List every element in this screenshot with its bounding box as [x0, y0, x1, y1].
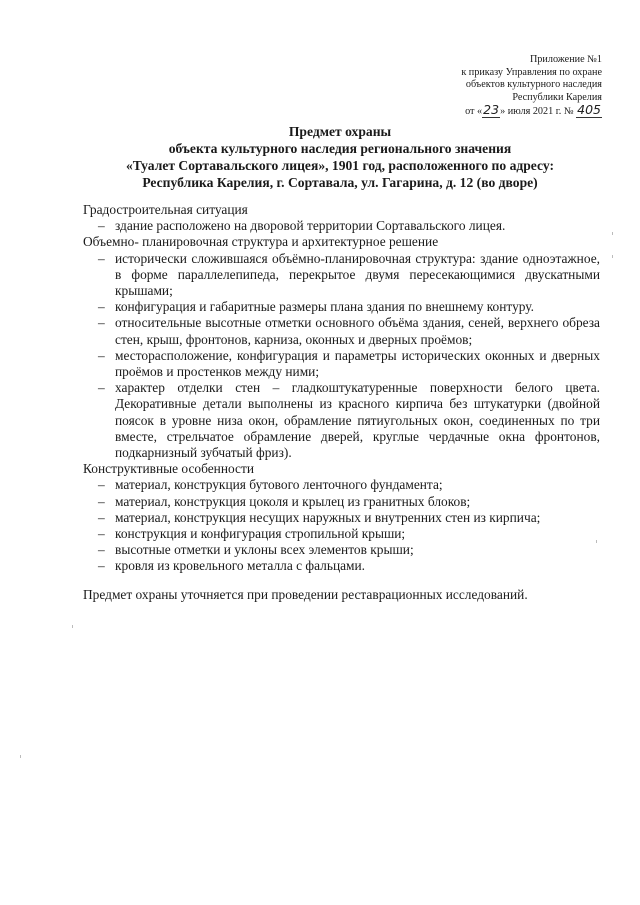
list-item-text: конструкция и конфигурация стропильной крыши;: [115, 526, 406, 542]
scan-speck: [72, 625, 73, 628]
list-dash: –: [98, 477, 105, 493]
list-dash: –: [98, 558, 105, 574]
appendix-region: Республики Карелия: [512, 91, 602, 103]
scan-speck: [612, 232, 613, 235]
list-item: [83, 542, 600, 558]
list-item-text: кровля из кровельного металла с фальцами.: [115, 558, 366, 574]
list-item: [83, 348, 600, 380]
title-line-2: объекта культурного наследия регионального значения: [168, 141, 512, 156]
handwritten-order-number: 405: [577, 102, 601, 118]
handwritten-day: 23: [483, 102, 500, 118]
list-item: [83, 251, 600, 300]
scan-speck: [612, 255, 613, 258]
list-dash: –: [98, 380, 105, 396]
date-prefix: от «: [465, 106, 483, 118]
appendix-block: [461, 54, 602, 119]
paragraph-gap: [83, 575, 600, 587]
section-heading-spatial: Объемно- планировочная структура и архитектурное решение: [83, 234, 439, 250]
appendix-authority: объектов культурного наследия: [465, 79, 602, 91]
list-item-text: материал, конструкция бутового ленточного фундамента;: [115, 477, 443, 493]
list-item-text: конфигурация и габаритные размеры плана здания по внешнему контуру.: [115, 299, 535, 315]
date-middle: » июля 2021 г. №: [500, 106, 574, 118]
list-item-text: характер отделки стен – гладкоштукатуренные поверхности белого цвета. Декоративные детали выполнены из красного кирпича без штукатурки (двойной поясок в уровне низа окон, обрамление пятиугольных окон, соединенных по три вместе, стрельчатое обрамление дверей, круглые чердачные окна фронтонов, подкарнизный зубчатый фриз).: [115, 380, 600, 461]
list-dash: –: [98, 299, 105, 315]
list-item-text: исторически сложившаяся объёмно-планировочная структура: здание одноэтажное, в форме параллелепипеда, перекрытое двумя пересекающимися двускатными крышами;: [115, 250, 600, 299]
list-dash: –: [98, 250, 105, 266]
list-dash: –: [98, 347, 105, 363]
appendix-number: Приложение №1: [529, 54, 602, 65]
list-item-text: относительные высотные отметки основного объёма здания, сеней, верхнего обреза стен, крыш, фронтонов, карниза, оконных и дверных проёмов;: [115, 315, 600, 347]
list-dash: –: [98, 542, 105, 558]
list-item: [83, 299, 600, 315]
list-item: [83, 558, 600, 574]
title-line-3: «Туалет Сортавальского лицея», 1901 год, расположенного по адресу:: [125, 158, 555, 173]
list-item-text: месторасположение, конфигурация и параметры исторических оконных и дверных проёмов и простенков между ними;: [115, 347, 600, 380]
list-item-text: здание расположено на дворовой территории Сортавальского лицея.: [115, 218, 506, 234]
document-title: [60, 123, 620, 191]
title-line-4: Республика Карелия, г. Сортавала, ул. Гагарина, д. 12 (во дворе): [142, 175, 538, 190]
list-dash: –: [98, 509, 105, 525]
list-dash: –: [98, 315, 105, 331]
list-item-text: материал, конструкция цоколя и крылец из гранитных блоков;: [115, 493, 471, 509]
list-dash: –: [98, 526, 105, 542]
scan-speck: [20, 755, 21, 758]
document-body: [83, 202, 600, 603]
scan-speck: [596, 540, 597, 543]
list-item: [83, 494, 600, 510]
closing-note: Предмет охраны уточняется при проведении реставрационных исследований.: [83, 586, 528, 602]
section-heading-urban: Градостроительная ситуация: [83, 202, 248, 217]
list-item: [83, 380, 600, 461]
list-item-text: высотные отметки и уклоны всех элементов крыши;: [115, 542, 414, 558]
list-item-text: материал, конструкция несущих наружных и внутренних стен из кирпича;: [115, 509, 541, 525]
appendix-order-ref: к приказу Управления по охране: [461, 66, 602, 78]
list-item: [83, 218, 600, 234]
list-item: [83, 477, 600, 493]
list-dash: –: [98, 493, 105, 509]
list-dash: –: [98, 218, 105, 234]
title-line-1: Предмет охраны: [288, 124, 392, 139]
list-item: [83, 510, 600, 526]
list-item: [83, 315, 600, 347]
appendix-date-line: [461, 104, 602, 119]
list-item: [83, 526, 600, 542]
section-heading-structural: Конструктивные особенности: [83, 461, 254, 477]
